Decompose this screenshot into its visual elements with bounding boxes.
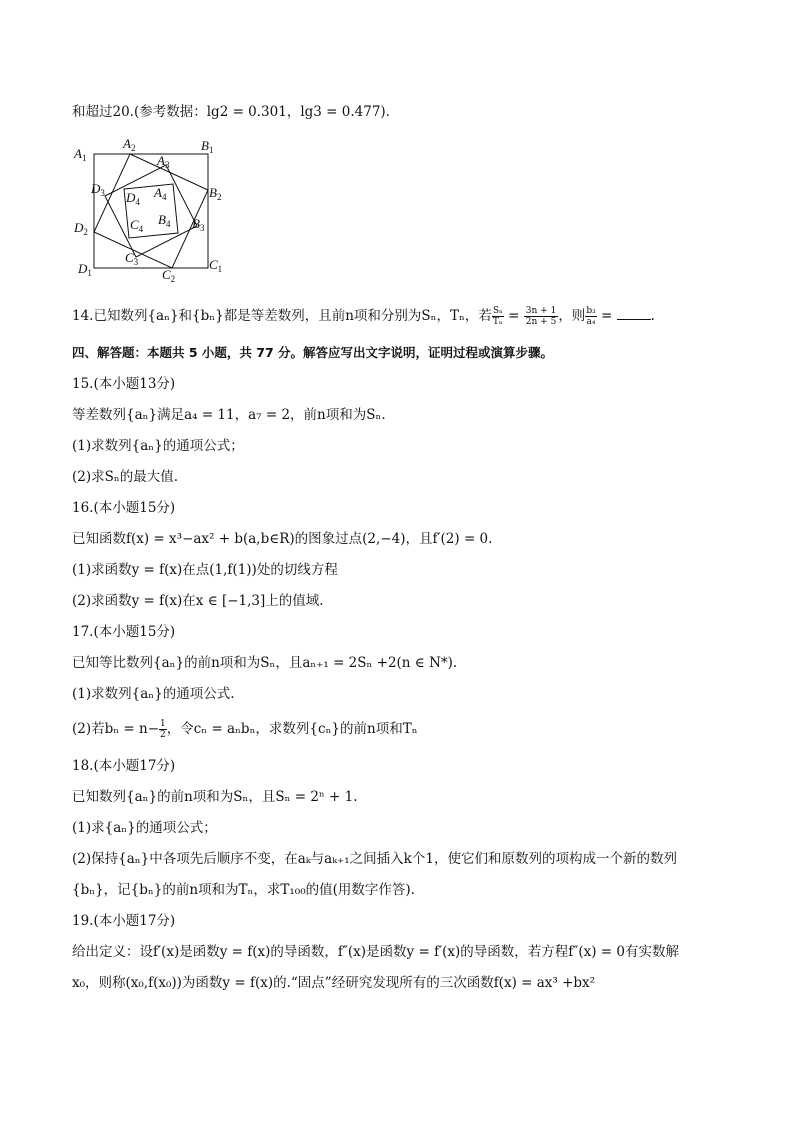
label-B1: $B_1$ xyxy=(201,138,214,155)
label-B2: $B_2$ xyxy=(209,185,222,202)
question-15-header: 15.(本小题13分) xyxy=(72,376,176,392)
question-15-part-2: (2)求Sₙ的最大值. xyxy=(72,469,179,485)
label-B3: $B_3$ xyxy=(192,216,205,233)
label-A4: $A_4$ xyxy=(154,185,167,202)
fraction-s-over-t: $\frac{\text{Sₙ}}{\text{Tₙ}}$ xyxy=(492,306,503,327)
answer-blank[interactable] xyxy=(617,307,651,320)
text-line-1: 和超过20.(参考数据：lg2 = 0.301，lg3 = 0.477). xyxy=(72,104,390,120)
question-14: 14.已知数列{aₙ}和{bₙ}都是等差数列，且前n项和分别为Sₙ，Tₙ，若 $\frac{\text{Sₙ}}{\text{Tₙ}}$ = $\frac{3n + 1}{2n + 5}$ ，则 $\frac{\text{b₃}}{\text{a₄}}$ = . xyxy=(72,306,655,327)
label-B4: $B_4$ xyxy=(158,212,171,229)
label-D2: $D_2$ xyxy=(74,220,88,237)
section-4-heading: 四、解答题：本题共 5 小题，共 77 分。解答应写出文字说明，证明过程或演算步骤。 xyxy=(72,345,554,360)
square-2 xyxy=(94,154,208,268)
label-C1: $C_1$ xyxy=(209,257,223,274)
label-D1: $D_1$ xyxy=(78,261,92,278)
square-1 xyxy=(94,154,208,268)
question-18-part-2-cont: {bₙ}，记{bₙ}的前n项和为Tₙ，求T₁₀₀的值(用数字作答). xyxy=(72,882,415,898)
label-D3: $D_3$ xyxy=(91,181,105,198)
question-16-header: 16.(本小题15分) xyxy=(72,500,176,516)
question-19-header: 19.(本小题17分) xyxy=(72,913,176,929)
question-16-part-1: (1)求函数y = f(x)在点(1,f(1))处的切线方程 xyxy=(72,562,338,578)
question-17-part-1: (1)求数列{aₙ}的通项公式. xyxy=(72,686,235,702)
question-18-header: 18.(本小题17分) xyxy=(72,758,176,774)
question-16-stem: 已知函数f(x) = x³−ax² + b(a,b∈R)的图象过点(2,−4)，且f′(2) = 0. xyxy=(72,531,493,547)
fraction-3n1-over-2n5: $\frac{3n + 1}{2n + 5}$ xyxy=(525,306,557,327)
question-17-stem: 已知等比数列{aₙ}的前n项和为Sₙ，且aₙ₊₁ = 2Sₙ +2(n ∈ N*). xyxy=(72,655,458,671)
label-A3: $A_3$ xyxy=(157,153,170,170)
question-18-part-1: (1)求{aₙ}的通项公式； xyxy=(72,820,217,836)
question-15-part-1: (1)求数列{aₙ}的通项公式； xyxy=(72,438,244,454)
label-C4: $C_4$ xyxy=(130,217,144,234)
question-17-header: 17.(本小题15分) xyxy=(72,624,176,640)
question-16-part-2: (2)求函数y = f(x)在x ∈ [−1,3]上的值域. xyxy=(72,593,324,609)
fraction-b3-over-a4: $\frac{\text{b₃}}{\text{a₄}}$ xyxy=(586,306,596,327)
label-A2: $A_2$ xyxy=(123,136,136,153)
nested-squares-figure xyxy=(70,132,240,284)
label-A1: $A_1$ xyxy=(74,146,87,163)
nested-squares-svg xyxy=(70,132,240,284)
question-17-part-2: (2)若bₙ = n− $\frac{1}{2}$ ，令cₙ = aₙbₙ，求数列{cₙ}的前n项和Tₙ xyxy=(72,719,418,740)
question-19-stem-2: x₀，则称(x₀,f(x₀))为函数y = f(x)的.“固点”经研究发现所有的三次函数f(x) = ax³ +bx² xyxy=(72,975,596,991)
label-D4: $D_4$ xyxy=(126,190,140,207)
label-C3: $C_3$ xyxy=(125,250,139,267)
question-15-stem: 等差数列{aₙ}满足a₄ = 11，a₇ = 2，前n项和为Sₙ. xyxy=(72,407,386,423)
question-18-part-2: (2)保持{aₙ}中各项先后顺序不变，在aₖ与aₖ₊₁之间插入k个1，使它们和原数列的项构成一个新的数列 xyxy=(72,851,677,867)
question-19-stem-1: 给出定义：设f′(x)是函数y = f(x)的导函数，f″(x)是函数y = f′(x)的导函数，若方程f″(x) = 0有实数解 xyxy=(72,944,679,960)
fraction-one-half: $\frac{1}{2}$ xyxy=(160,719,166,740)
question-18-stem: 已知数列{aₙ}的前n项和为Sₙ，且Sₙ = 2ⁿ + 1. xyxy=(72,789,358,805)
label-C2: $C_2$ xyxy=(162,267,176,284)
